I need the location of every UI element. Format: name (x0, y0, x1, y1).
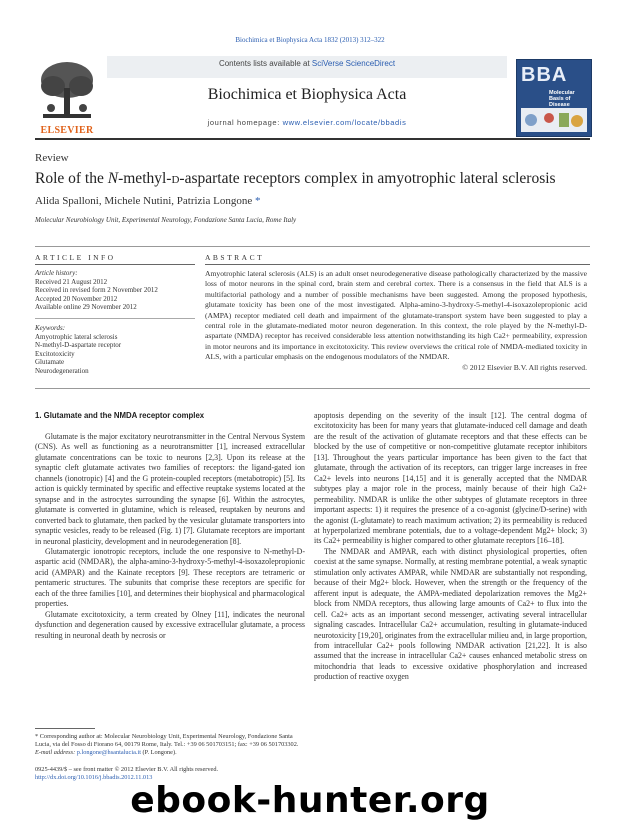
journal-cover[interactable] (516, 59, 592, 137)
paragraph: The NMDAR and AMPAR, each with distinct physiological properties, often coexist at the same synapse. Normally, at resting membrane potential, a weak synaptic stimulation only activates AMPAR, while NMDAR are substantially not responding, because of their Mg2+ block. However, when the strength or the frequency of the afferent input is adequate, the AMPA-mediated depolarization removes the Mg2+ block from NMDA receptors, thus allowing large amounts of Ca2+ to flux into the cell. Ca2+ acts as an important second messenger, activating several intracellular signaling cascades. Intracellular Ca2+ accumulation, resulting in glutamate-induced neurotoxicity [19,20], originates from the extracellular milieu and, in large proportion, from intracellular Ca2+ pools following NMDAR activation [21,22]. It is also assumed that the increase in intracellular Ca2+ causes enhanced metabolic stress on mitochondria that leads to excessive oxidative phosphorylation and increased production of reactive oxygen (314, 546, 587, 682)
divider (205, 264, 590, 265)
doi-link[interactable]: http://dx.doi.org/10.1016/j.bbadis.2012.11.013 (35, 774, 153, 782)
footnote (35, 733, 305, 757)
keywords-label: Keywords: (35, 324, 66, 332)
sciencedirect-link[interactable]: SciVerse ScienceDirect (311, 59, 396, 68)
body-left-column (35, 432, 305, 641)
keywords (35, 324, 195, 375)
history-item: Accepted 20 November 2012 (35, 294, 118, 303)
journal-title: Biochimica et Biophysica Acta (207, 86, 407, 103)
journal-reference[interactable]: Biochimica et Biophysica Acta 1832 (2013) 312–322 (235, 36, 385, 44)
contents-bar (107, 56, 507, 78)
article-history (35, 269, 195, 312)
title-part: -aspartate receptors complex in amyotrophic lateral sclerosis (179, 170, 556, 187)
divider (35, 246, 590, 247)
paragraph: Glutamate excitotoxicity, a term created by Olney [11], indicates the neuronal dysfunction and degeneration caused by excessive extracellular glutamate, a process resulting in neuronal death by necrosis or (35, 609, 305, 640)
history-item: Received in revised form 2 November 2012 (35, 286, 158, 294)
title-part: -methyl- (118, 170, 172, 187)
paragraph: Glutamatergic ionotropic receptors, include the one responsive to N-methyl-D-aspartic acid (NMDAR), the alpha-amino-3-hydroxy-5-methyl-4-isoxazolepropionic acid (AMPAR) and the Kainate receptors [9]. These receptors are tetrameric or pentameric structures. The subunits that comprise these receptors are specific for each of the three families [10], and determines their biophysical and pharmacological properties. (35, 546, 305, 609)
homepage-prefix: journal homepage: (207, 118, 283, 127)
footnote-rule (35, 728, 95, 729)
article-type: Review (35, 152, 69, 164)
abstract-heading: ABSTRACT (205, 253, 265, 262)
elsevier-logo[interactable] (35, 58, 99, 136)
contents-prefix: Contents lists available at (218, 59, 312, 68)
article-info-heading: ARTICLE INFO (35, 253, 116, 262)
journal-homepage (107, 118, 507, 127)
authors: Alida Spalloni, Michele Nutini, Patrizia Longone (35, 195, 255, 207)
divider (35, 318, 195, 319)
homepage-link[interactable]: www.elsevier.com/locate/bbadis (282, 118, 407, 127)
watermark: ebook-hunter.org (130, 780, 490, 821)
body-right-column (314, 411, 587, 683)
keyword: N-methyl-D-aspartate receptor (35, 341, 122, 349)
author-list (35, 195, 260, 207)
email-link[interactable]: p.longone@hsantalucia.it (76, 749, 141, 756)
corresponding-author-note: * Corresponding author at: Molecular Neurobiology Unit, Experimental Neurology, Fondazione Santa Lucia, via del Fosso di Fiorano 64, 00179 Rome, Italy. Tel.: +39 06 501703151; fax: +39 06 501703302. (35, 733, 299, 748)
history-item: Available online 29 November 2012 (35, 303, 137, 311)
cover-illustration (521, 108, 587, 132)
keyword: Neurodegeneration (35, 366, 89, 375)
history-item: Received 21 August 2012 (35, 277, 108, 286)
copyright: © 2012 Elsevier B.V. All rights reserved. (462, 362, 587, 372)
cover-title: BBA (521, 64, 568, 86)
divider (35, 388, 590, 389)
abstract-text: Amyotrophic lateral sclerosis (ALS) is an adult onset neurodegenerative disease pathologically characterized by the massive loss of motor neurons in the spinal cord, brain stem and cerebral cortex. There is a consensus in the field that ALS is a multifactorial pathology and a number of possible mechanisms have been suggested. Among the proposed hypothesis, glutamate toxicity has been one of the most investigated. Alpha-amino-3-hydroxy-5-methyl-4-isoxazolepropionic acid (AMPA) receptor mediated cell death and impairment of the glutamate-transport system have been suggested to play a central role in the glutamate-mediated motor neuron degeneration. In this context, the role played by the N-methyl-D-aspartate (NMDA) receptor has received considerable less attention notwithstanding its high Ca2+ permeability, expression in motor neurons and its importance in excitotoxicity. This review overviews the critical role of NMDA-mediated toxicity in ALS, with a particular emphasis on the endogenous modulators of the NMDAR. (205, 269, 587, 362)
paragraph: Glutamate is the major excitatory neurotransmitter in the Central Nervous System (CNS). As well as functioning as a neurotransmitter [1], increased extracellular glutamate concentrations can be toxic to neurons [2,3]. Upon its release at the synaptic cleft glutamate activates two families of receptors: the ligand-gated ion channels (ionotropic) [4] and the G protein-coupled receptors (metabotropic) [5]. Its action is quickly terminated by specific and effective reuptake systems located at the synapse and in the astrocytes surrounding the synapse [6]. Within the astrocytes, glutamate is converted in glutamine, which is released, reuptaken by neurons and converted back to glutamate, then packed by the vesicular glutamate transporters into synaptic vesicles, ready to be released (Fig. 1) [7]. Glutamate receptors are important in neuronal plasticity, development and in neurodegeneration [8]. (35, 432, 305, 546)
keyword: Amyotrophic lateral sclerosis (35, 332, 118, 341)
corresponding-author-mark[interactable]: * (254, 195, 261, 207)
tree-icon (35, 58, 99, 124)
issn-line: 0925-4439/$ – see front matter © 2012 Elsevier B.V. All rights reserved. (35, 766, 219, 773)
keyword: Glutamate (35, 358, 65, 366)
journal-masthead (35, 56, 590, 140)
section-heading: 1. Glutamate and the NMDA receptor complex (35, 411, 205, 420)
email-label: E-mail address: (35, 749, 77, 756)
publisher-logo-text: ELSEVIER (40, 125, 94, 136)
abstract (205, 269, 587, 373)
title-part: d (171, 170, 180, 187)
email-suffix: (P. Longone). (140, 749, 177, 756)
title-part: Role of the (35, 170, 108, 187)
history-label: Article history: (35, 269, 78, 277)
divider (35, 264, 195, 265)
article-title (35, 170, 595, 188)
paragraph: apoptosis depending on the severity of the insult [12]. The central dogma of excitotoxicity has been for many years that glutamate-induced cell damage and death are the result of the activation of glutamate receptors and that these effects can be blocked by the use of competitive or non-competitive glutamate receptor inhibitors [13]. Throughout the years particular importance has been given to the fact that glutamate, through the activation of its receptors, can trigger large increases in free Ca2+ levels into neurons [14,15] and it is generally accepted that the NMDAR subtypes play a major role in the process, mainly because of their high Ca2+ permeability. NMDAR is unlike the other subtypes of glutamate receptors in three important aspects: 1) it requires the presence of a co-agonist (glycine/D-serine) with the agonist (L-glutamate) to reach maximum activation; 2) its permeability is reduced at hyperpolarized membrane potentials, due to a voltage-dependent Mg2+ block; 3) its Ca2+ permeability is higher compared to other glutamate receptors [16–18]. (314, 411, 587, 546)
cover-subtitle: Molecular Basis of Disease (549, 90, 575, 108)
affiliation: Molecular Neurobiology Unit, Experimental Neurology, Fondazione Santa Lucia, Rome Italy (35, 216, 297, 224)
title-part: N (107, 170, 119, 187)
keyword: Excitotoxicity (35, 349, 75, 358)
